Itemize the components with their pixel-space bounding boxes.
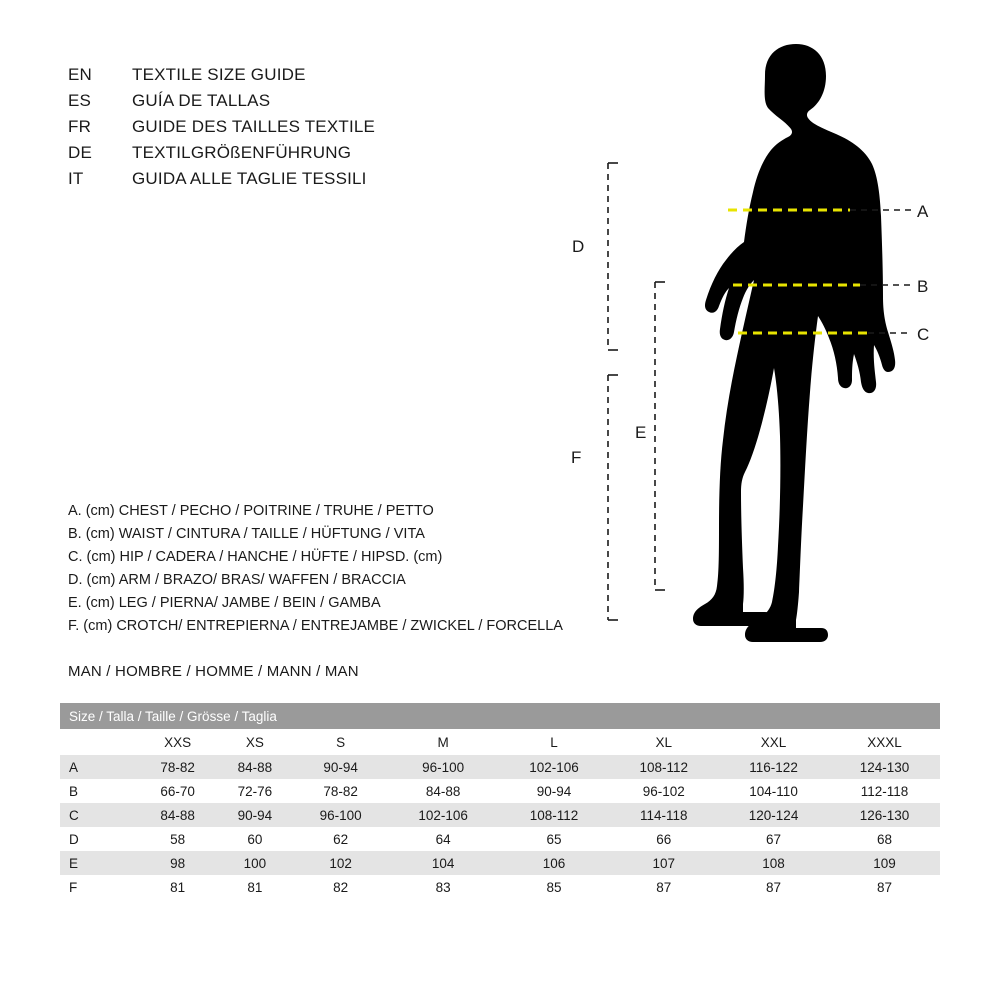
cell-b-xs: 72-76 — [237, 783, 273, 799]
size-header-l: L — [499, 729, 610, 755]
cell-e-m: 104 — [431, 855, 455, 871]
title-lang-es: ES — [68, 91, 92, 110]
cell-d-m: 64 — [435, 831, 451, 847]
table-row — [60, 779, 940, 803]
row-label-e: E — [69, 855, 79, 871]
row-label-d: D — [69, 831, 79, 847]
legend-line-d: D. (cm) ARM / BRAZO/ BRAS/ WAFFEN / BRACCIA — [68, 572, 406, 588]
cell-e-l: 106 — [542, 855, 566, 871]
bracket-f — [655, 282, 665, 590]
row-label-f: F — [69, 879, 78, 895]
man-silhouette-icon — [693, 44, 895, 642]
cell-c-m: 102-106 — [418, 807, 468, 823]
cell-f-s: 82 — [333, 879, 349, 895]
title-lang-it: IT — [68, 169, 84, 188]
legend-line-b: B. (cm) WAIST / CINTURA / TAILLE / HÜFTUNG / VITA — [68, 526, 425, 542]
title-lang-de: DE — [68, 143, 93, 162]
size-header-blank — [60, 729, 139, 755]
title-row — [68, 88, 528, 114]
cell-f-l: 85 — [546, 879, 562, 895]
table-row — [60, 875, 940, 899]
row-label-c: C — [69, 807, 79, 823]
title-block — [68, 62, 528, 192]
cell-a-xl: 108-112 — [639, 759, 689, 775]
legend-line-f: F. (cm) CROTCH/ ENTREPIERNA / ENTREJAMBE / ZWICKEL / FORCELLA — [68, 618, 563, 634]
bracket-d — [608, 163, 618, 350]
cell-c-xxs: 84-88 — [160, 807, 195, 823]
marker-label-f: F — [571, 448, 582, 467]
cell-a-xs: 84-88 — [237, 759, 273, 775]
cell-c-xs: 90-94 — [237, 807, 273, 823]
cell-c-xxl: 120-124 — [748, 807, 799, 823]
row-label-b: B — [69, 783, 79, 799]
table-header-label: Size / Talla / Taille / Grösse / Taglia — [60, 703, 940, 729]
title-text-fr: GUIDE DES TAILLES TEXTILE — [132, 117, 376, 136]
title-text-es: GUÍA DE TALLAS — [132, 91, 271, 110]
size-header-s: S — [294, 729, 388, 755]
cell-d-xs: 60 — [247, 831, 263, 847]
title-row — [68, 166, 528, 192]
size-chart-table — [60, 703, 940, 899]
marker-label-e: E — [635, 423, 647, 442]
body-figure-diagram — [560, 20, 980, 660]
cell-b-l: 90-94 — [536, 783, 572, 799]
cell-f-m: 83 — [435, 879, 451, 895]
cell-d-xxxl: 68 — [876, 831, 893, 847]
cell-d-xxl: 67 — [766, 831, 782, 847]
title-text-en: TEXTILE SIZE GUIDE — [132, 65, 306, 84]
cell-b-xl: 96-102 — [642, 783, 685, 799]
cell-a-xxs: 78-82 — [160, 759, 195, 775]
marker-label-c: C — [917, 325, 930, 344]
cell-f-xxl: 87 — [766, 879, 782, 895]
title-row — [68, 114, 528, 140]
cell-c-s: 96-100 — [319, 807, 362, 823]
cell-e-s: 102 — [329, 855, 352, 871]
title-row — [68, 62, 528, 88]
size-header-xxs: XXS — [139, 729, 216, 755]
title-lang-fr: FR — [68, 117, 92, 136]
cell-f-xxxl: 87 — [876, 879, 893, 895]
cell-e-xxxl: 109 — [873, 855, 896, 871]
table-row — [60, 755, 940, 779]
cell-f-xl: 87 — [656, 879, 672, 895]
cell-b-m: 84-88 — [425, 783, 461, 799]
size-header-m: M — [388, 729, 499, 755]
table-row — [60, 803, 940, 827]
cell-e-xs: 100 — [243, 855, 267, 871]
cell-a-l: 102-106 — [529, 759, 579, 775]
cell-b-xxl: 104-110 — [749, 783, 798, 799]
size-header-xl: XL — [609, 729, 718, 755]
cell-a-s: 90-94 — [323, 759, 358, 775]
row-label-a: A — [69, 759, 79, 775]
marker-label-d: D — [572, 237, 585, 256]
cell-a-m: 96-100 — [422, 759, 465, 775]
cell-f-xxs: 81 — [170, 879, 186, 895]
title-text-de: TEXTILGRÖßENFÜHRUNG — [132, 143, 352, 162]
size-header-xxl: XXL — [718, 729, 829, 755]
cell-d-l: 65 — [546, 831, 562, 847]
cell-a-xxxl: 124-130 — [859, 759, 910, 775]
table-row — [60, 827, 940, 851]
cell-e-xxl: 108 — [762, 855, 785, 871]
cell-d-s: 62 — [333, 831, 349, 847]
title-lang-en: EN — [68, 65, 93, 84]
legend-line-c: C. (cm) HIP / CADERA / HANCHE / HÜFTE / HIPSD. (cm) — [68, 549, 443, 565]
title-text-it: GUIDA ALLE TAGLIE TESSILI — [132, 169, 367, 188]
table-size-header-row — [60, 729, 940, 755]
cell-b-xxxl: 112-118 — [860, 783, 909, 799]
legend-line-e: E. (cm) LEG / PIERNA/ JAMBE / BEIN / GAMBA — [68, 595, 381, 611]
cell-a-xxl: 116-122 — [749, 759, 798, 775]
cell-c-xxxl: 126-130 — [859, 807, 910, 823]
cell-b-xxs: 66-70 — [160, 783, 195, 799]
size-header-xxxl: XXXL — [829, 729, 940, 755]
cell-c-l: 108-112 — [529, 807, 579, 823]
marker-label-b: B — [917, 277, 929, 296]
gender-label: MAN / HOMBRE / HOMME / MANN / MAN — [68, 663, 359, 680]
bracket-e — [608, 375, 618, 620]
title-row — [68, 140, 528, 166]
cell-d-xl: 66 — [656, 831, 672, 847]
cell-c-xl: 114-118 — [640, 807, 688, 823]
legend-line-a: A. (cm) CHEST / PECHO / POITRINE / TRUHE / PETTO — [68, 503, 434, 519]
cell-d-xxs: 58 — [170, 831, 186, 847]
measurement-legend — [68, 500, 628, 638]
cell-e-xl: 107 — [652, 855, 676, 871]
cell-b-s: 78-82 — [323, 783, 358, 799]
table-row — [60, 851, 940, 875]
cell-e-xxs: 98 — [170, 855, 186, 871]
marker-label-a: A — [917, 202, 929, 221]
size-header-xs: XS — [216, 729, 293, 755]
cell-f-xs: 81 — [247, 879, 263, 895]
table-header-row — [60, 703, 940, 729]
